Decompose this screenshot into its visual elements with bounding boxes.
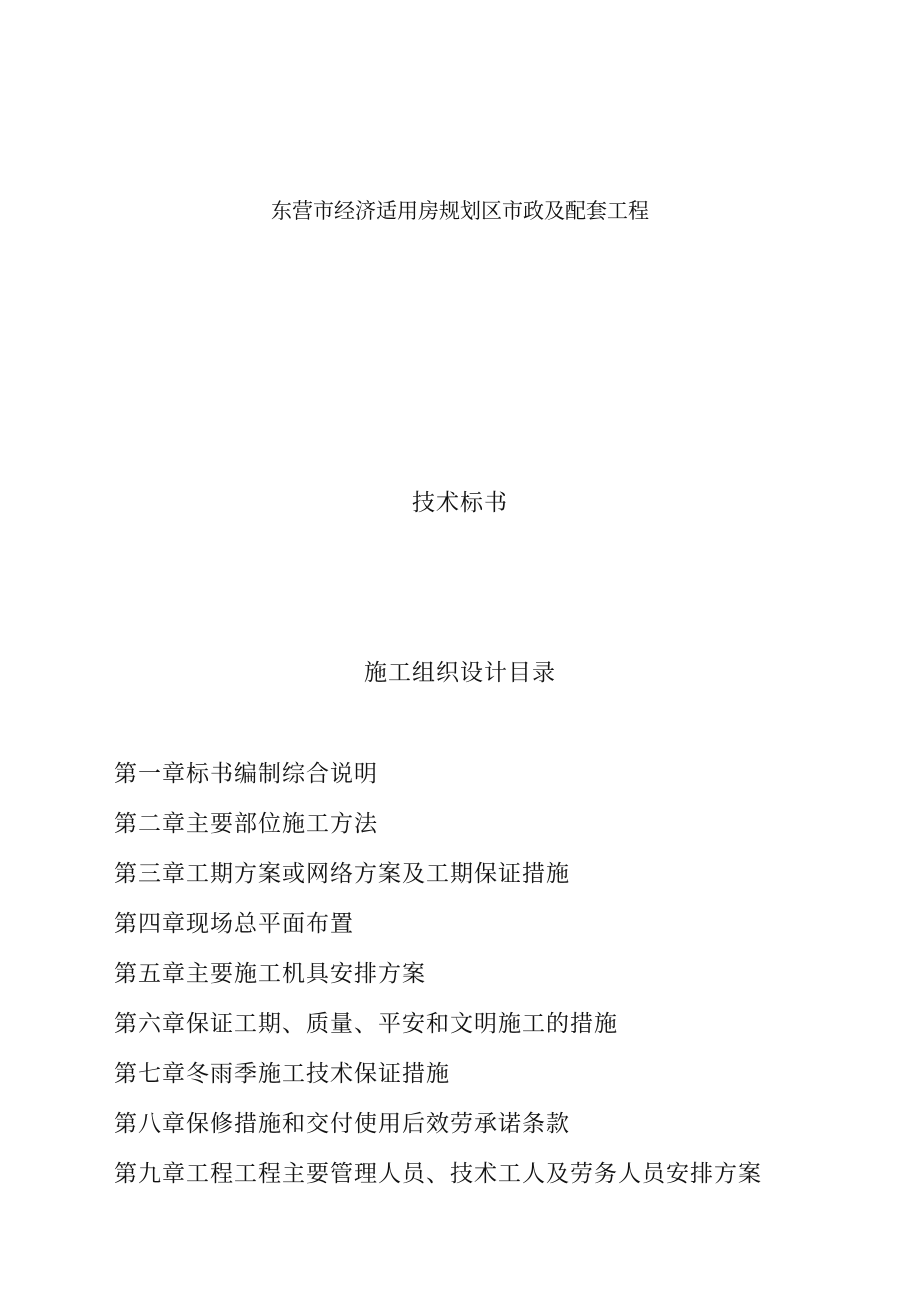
toc-item-chapter-8: 第八章保修措施和交付使用后效劳承诺条款	[114, 1111, 570, 1137]
toc-item-chapter-3: 第三章工期方案或网络方案及工期保证措施	[114, 861, 570, 887]
project-title: 东营市经济适用房规划区市政及配套工程	[271, 199, 649, 223]
toc-heading: 施工组织设计目录	[364, 660, 556, 686]
toc-item-chapter-6: 第六章保证工期、质量、平安和文明施工的措施	[114, 1011, 618, 1037]
toc-item-chapter-7: 第七章冬雨季施工技术保证措施	[114, 1061, 450, 1087]
table-of-contents	[114, 757, 762, 1207]
document-title: 技术标书	[412, 490, 508, 516]
toc-item-chapter-4: 第四章现场总平面布置	[114, 911, 354, 937]
toc-item-chapter-1: 第一章标书编制综合说明	[114, 761, 378, 787]
toc-item-chapter-9: 第九章工程工程主要管理人员、技术工人及劳务人员安排方案	[114, 1161, 762, 1187]
toc-item-chapter-5: 第五章主要施工机具安排方案	[114, 961, 426, 987]
toc-item-chapter-2: 第二章主要部位施工方法	[114, 811, 378, 837]
